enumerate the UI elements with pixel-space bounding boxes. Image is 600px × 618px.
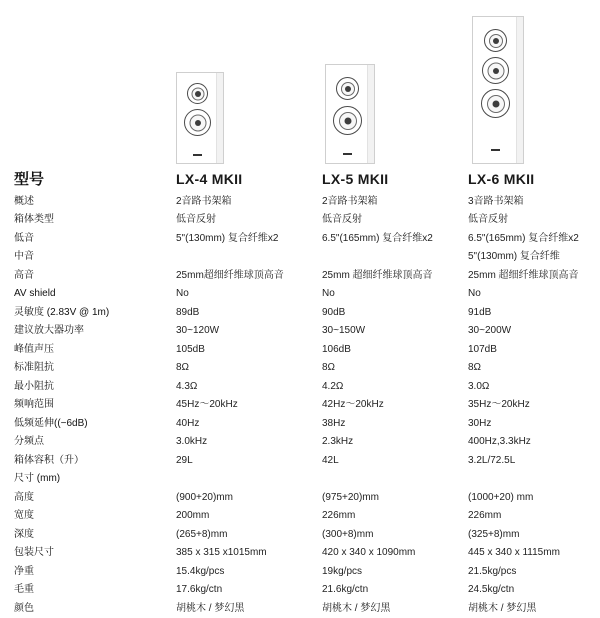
table-row (14, 378, 600, 397)
spec-value: 90dB (322, 306, 346, 318)
tweeter-driver-icon (187, 83, 208, 104)
tweeter-driver-icon (484, 29, 507, 52)
model-label: 型号 (14, 171, 45, 188)
spec-label: 概述 (14, 195, 34, 207)
table-row (14, 433, 600, 452)
table-row (14, 359, 600, 378)
spec-value: 25mm超细纤维球顶高音 (176, 269, 284, 281)
spec-value: 30Hz (468, 417, 492, 429)
table-row (14, 396, 600, 415)
spec-value: No (322, 288, 335, 300)
spec-value: 3.0Ω (468, 380, 490, 392)
spec-value: 8Ω (468, 362, 482, 374)
spec-value: 胡桃木 / 梦幻黑 (176, 602, 245, 614)
model-name-lx6: LX-6 MKII (468, 171, 535, 187)
spec-value: 8Ω (176, 362, 190, 374)
brand-badge (491, 149, 500, 151)
spec-value: 107dB (468, 343, 497, 355)
spec-value: 4.3Ω (176, 380, 198, 392)
spec-label: 箱体容积（升） (14, 454, 84, 466)
spec-value (322, 470, 468, 489)
spec-value: 8Ω (322, 362, 336, 374)
spec-value: 6.5"(165mm) 复合纤维x2 (468, 232, 579, 244)
spec-value: (900+20)mm (176, 491, 233, 503)
spec-value (468, 470, 600, 489)
spec-value: 低音反射 (176, 214, 216, 226)
table-row (14, 526, 600, 545)
spec-value: 21.5kg/pcs (468, 565, 517, 577)
spec-value: (265+8)mm (176, 528, 228, 540)
spec-label: 深度 (14, 528, 34, 540)
spec-label: 宽度 (14, 510, 34, 522)
spec-value (322, 248, 468, 267)
table-row (14, 563, 600, 582)
table-row (14, 211, 600, 230)
spec-value: 42Hz～20kHz (322, 399, 384, 411)
spec-value (176, 470, 322, 489)
spec-value: 106dB (322, 343, 351, 355)
spec-label: AV shield (14, 288, 56, 300)
spec-label: 频响范围 (14, 399, 54, 411)
table-row (14, 304, 600, 323)
spec-label: 包装尺寸 (14, 547, 54, 559)
specification-table (14, 168, 600, 618)
table-row (14, 581, 600, 600)
spec-value: 低音反射 (322, 214, 362, 226)
spec-value: 2.3kHz (322, 436, 354, 448)
speaker-cabinet (472, 16, 524, 164)
spec-value: No (468, 288, 481, 300)
spec-value: 445 x 340 x 1115mm (468, 547, 560, 559)
spec-value: 5"(130mm) 复合纤维x2 (176, 232, 279, 244)
spec-value: No (176, 288, 189, 300)
spec-label: 标准阻抗 (14, 362, 54, 374)
spec-value: 21.6kg/ctn (322, 584, 369, 596)
spec-value: 89dB (176, 306, 200, 318)
spec-value: 200mm (176, 510, 210, 522)
spec-value: 25mm 超细纤维球顶高音 (468, 269, 579, 281)
spec-value: 15.4kg/pcs (176, 565, 225, 577)
speaker-image-lx5 (325, 64, 375, 164)
spec-value: 42L (322, 454, 339, 466)
brand-badge (343, 153, 352, 155)
table-row (14, 415, 600, 434)
spec-value: 385 x 315 x1015mm (176, 547, 267, 559)
spec-value: 5"(130mm) 复合纤维 (468, 251, 560, 263)
woofer-driver-icon (184, 109, 211, 136)
table-row (14, 193, 600, 212)
spec-value: 3.0kHz (176, 436, 208, 448)
speaker-cabinet (176, 72, 224, 164)
spec-value: 105dB (176, 343, 205, 355)
spec-value: 低音反射 (468, 214, 508, 226)
table-row (14, 489, 600, 508)
spec-value: 3音路书架箱 (468, 195, 524, 207)
table-header-row (14, 168, 600, 193)
table-row (14, 248, 600, 267)
spec-label: 毛重 (14, 584, 34, 596)
table-row (14, 507, 600, 526)
spec-value: 30~200W (468, 325, 512, 337)
model-name-lx5: LX-5 MKII (322, 171, 389, 187)
midrange-driver-icon (482, 57, 509, 84)
spec-label: 中音 (14, 251, 34, 263)
spec-label: 峰值声压 (14, 343, 54, 355)
spec-value: (325+8)mm (468, 528, 520, 540)
spec-value: 226mm (322, 510, 356, 522)
spec-value: (1000+20) mm (468, 491, 534, 503)
spec-label: 颜色 (14, 602, 34, 614)
spec-value: 29L (176, 454, 193, 466)
spec-label: 建议放大器功率 (14, 325, 84, 337)
spec-value: 91dB (468, 306, 492, 318)
spec-value: (300+8)mm (322, 528, 374, 540)
spec-value: 4.2Ω (322, 380, 344, 392)
spec-value (176, 248, 322, 267)
spec-value: 35Hz～20kHz (468, 399, 530, 411)
spec-value: 2音路书架箱 (176, 195, 232, 207)
spec-value: 45Hz～20kHz (176, 399, 238, 411)
spec-label: 分频点 (14, 436, 44, 448)
spec-label: 高音 (14, 269, 34, 281)
tweeter-driver-icon (336, 77, 359, 100)
spec-value: 19kg/pcs (322, 565, 363, 577)
spec-label: 最小阻抗 (14, 380, 54, 392)
specification-table-body (14, 168, 600, 618)
spec-value: 17.6kg/ctn (176, 584, 223, 596)
spec-value: 30~150W (322, 325, 366, 337)
table-row (14, 230, 600, 249)
spec-value: 38Hz (322, 417, 346, 429)
brand-badge (193, 154, 202, 156)
table-row (14, 600, 600, 618)
spec-label: 尺寸 (mm) (14, 473, 61, 485)
table-row (14, 285, 600, 304)
spec-value: 30~120W (176, 325, 220, 337)
spec-value: 3.2L/72.5L (468, 454, 516, 466)
spec-value: 6.5"(165mm) 复合纤维x2 (322, 232, 433, 244)
woofer-driver-icon (481, 89, 510, 118)
table-row (14, 322, 600, 341)
woofer-driver-icon (333, 106, 362, 135)
specification-sheet (0, 168, 600, 618)
spec-value: 25mm 超细纤维球顶高音 (322, 269, 433, 281)
spec-label: 高度 (14, 491, 34, 503)
spec-value: 胡桃木 / 梦幻黑 (322, 602, 391, 614)
speaker-cabinet (325, 64, 375, 164)
spec-value: 24.5kg/ctn (468, 584, 515, 596)
spec-label: 箱体类型 (14, 214, 54, 226)
spec-label: 净重 (14, 565, 34, 577)
speaker-image-lx6 (472, 16, 524, 164)
spec-value: 2音路书架箱 (322, 195, 378, 207)
spec-value: 胡桃木 / 梦幻黑 (468, 602, 537, 614)
spec-label: 灵敏度 (2.83V @ 1m) (14, 306, 110, 318)
spec-label: 低音 (14, 232, 34, 244)
product-image-row (0, 0, 600, 168)
spec-value: (975+20)mm (322, 491, 379, 503)
spec-label: 低频延伸((−6dB) (14, 417, 88, 429)
table-row (14, 544, 600, 563)
table-row (14, 341, 600, 360)
spec-value: 226mm (468, 510, 502, 522)
model-name-lx4: LX-4 MKII (176, 171, 243, 187)
speaker-image-lx4 (176, 72, 224, 164)
table-row (14, 267, 600, 286)
table-row (14, 452, 600, 471)
spec-value: 40Hz (176, 417, 200, 429)
spec-value: 420 x 340 x 1090mm (322, 547, 416, 559)
spec-value: 400Hz,3.3kHz (468, 436, 531, 448)
table-row (14, 470, 600, 489)
